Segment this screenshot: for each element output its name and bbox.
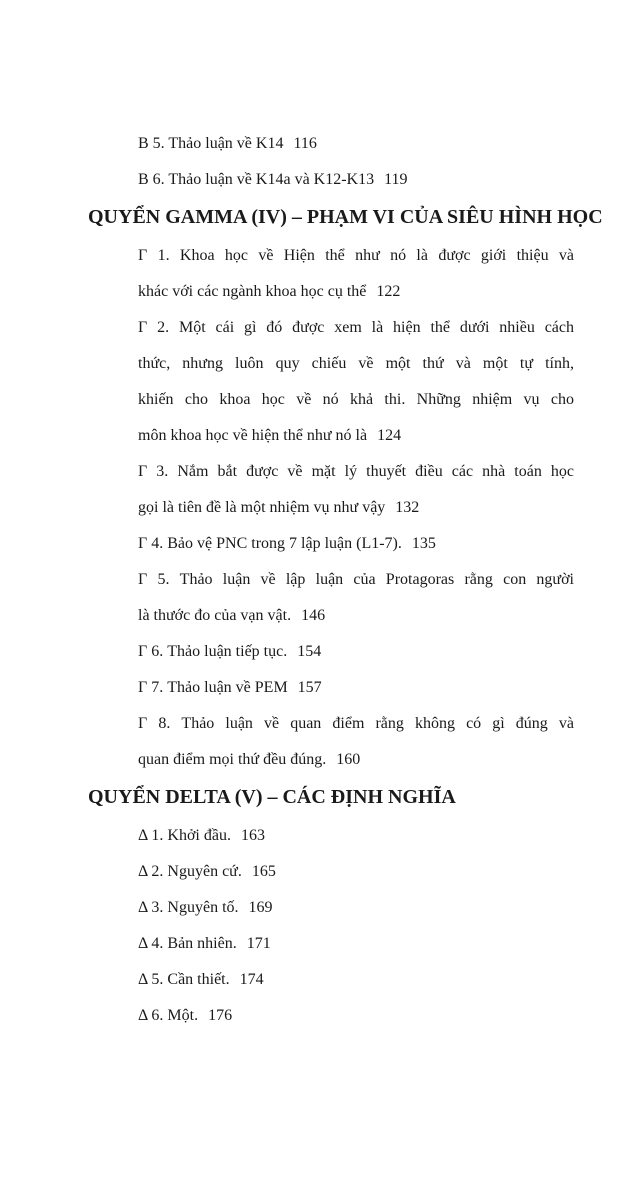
toc-entry-label: Δ 2. Nguyên cứ. bbox=[138, 863, 242, 880]
toc-entry-label: B 6. Thảo luận về K14a và K12-K13 bbox=[138, 171, 375, 188]
toc-entry-line: Γ 1. Khoa học về Hiện thể như nó là được giới thiệu và bbox=[138, 247, 574, 264]
toc-entry-line: Γ 8. Thảo luận về quan điểm rằng không có gì đúng và bbox=[138, 715, 574, 732]
toc-page-number: 132 bbox=[395, 499, 420, 516]
toc-entry-delta-1[interactable] bbox=[90, 818, 574, 854]
toc-page-number: 174 bbox=[239, 971, 264, 988]
toc-page-number: 146 bbox=[301, 607, 326, 624]
toc-entry-line: Γ 7. Thảo luận về PEM bbox=[138, 679, 288, 696]
section-heading-gamma: QUYỂN GAMMA (IV) – PHẠM VI CỦA SIÊU HÌNH HỌC bbox=[88, 206, 603, 228]
toc-entry-line: Γ 4. Bảo vệ PNC trong 7 lập luận (L1-7). bbox=[138, 535, 402, 552]
toc-page-number: 116 bbox=[293, 135, 317, 152]
toc-entry-delta-6[interactable] bbox=[90, 998, 574, 1034]
toc-entry-line: khác với các ngành khoa học cụ thể bbox=[138, 283, 367, 300]
toc-entry-gamma-4[interactable] bbox=[90, 526, 574, 562]
toc-entry-gamma-3[interactable] bbox=[90, 454, 574, 526]
section-heading-delta: QUYỂN DELTA (V) – CÁC ĐỊNH NGHĨA bbox=[88, 786, 456, 808]
toc-entry-gamma-5[interactable] bbox=[90, 562, 574, 634]
toc-entry-gamma-1[interactable] bbox=[90, 238, 574, 310]
toc-page-number: 119 bbox=[384, 171, 408, 188]
toc-page-number: 163 bbox=[240, 827, 265, 844]
toc-page-number: 157 bbox=[297, 679, 322, 696]
toc-entry-line: Γ 3. Nắm bắt được về mặt lý thuyết điều các nhà toán học bbox=[138, 463, 574, 480]
toc-page-number: 160 bbox=[336, 751, 361, 768]
toc-page-number: 169 bbox=[248, 899, 273, 916]
toc-entry-b5[interactable] bbox=[90, 126, 574, 162]
toc-entry-label: Δ 1. Khởi đầu. bbox=[138, 827, 231, 844]
toc-entry-gamma-6[interactable] bbox=[90, 634, 574, 670]
toc-page-number: 122 bbox=[376, 283, 401, 300]
toc-entry-line: là thước đo của vạn vật. bbox=[138, 607, 292, 624]
toc-page-number: 165 bbox=[251, 863, 276, 880]
toc-entry-label: Δ 5. Cần thiết. bbox=[138, 971, 230, 988]
toc-entry-label: Δ 4. Bản nhiên. bbox=[138, 935, 237, 952]
toc-page-number: 171 bbox=[246, 935, 271, 952]
toc-entry-label: Δ 3. Nguyên tố. bbox=[138, 899, 239, 916]
toc-entry-line: quan điểm mọi thứ đều đúng. bbox=[138, 751, 327, 768]
toc-entry-label: Δ 6. Một. bbox=[138, 1007, 199, 1024]
toc-entry-delta-4[interactable] bbox=[90, 926, 574, 962]
toc-entry-gamma-7[interactable] bbox=[90, 670, 574, 706]
table-of-contents bbox=[88, 126, 603, 1034]
toc-page-number: 124 bbox=[377, 427, 402, 444]
toc-entry-line: Γ 5. Thảo luận về lập luận của Protagoras rằng con người bbox=[138, 571, 574, 588]
toc-entry-delta-5[interactable] bbox=[90, 962, 574, 998]
toc-page-number: 135 bbox=[411, 535, 436, 552]
toc-page-number: 176 bbox=[208, 1007, 233, 1024]
toc-entry-delta-2[interactable] bbox=[90, 854, 574, 890]
toc-entry-line: Γ 2. Một cái gì đó được xem là hiện thể dưới nhiều cách bbox=[138, 319, 574, 336]
toc-entry-line: Γ 6. Thảo luận tiếp tục. bbox=[138, 643, 288, 660]
toc-entry-b6[interactable] bbox=[90, 162, 574, 198]
toc-entry-line: môn khoa học về hiện thể như nó là bbox=[138, 427, 368, 444]
toc-entry-label: B 5. Thảo luận về K14 bbox=[138, 135, 284, 152]
toc-entry-delta-3[interactable] bbox=[90, 890, 574, 926]
toc-entry-gamma-8[interactable] bbox=[90, 706, 574, 778]
toc-entry-line: thức, nhưng luôn quy chiếu về một thứ và một tự tính, bbox=[138, 355, 574, 372]
toc-entry-line: gọi là tiên đề là một nhiệm vụ như vậy bbox=[138, 499, 386, 516]
toc-page-number: 154 bbox=[297, 643, 322, 660]
toc-entry-gamma-2[interactable] bbox=[90, 310, 574, 454]
toc-entry-line: khiến cho khoa học về nó khả thi. Những nhiệm vụ cho bbox=[138, 391, 574, 408]
